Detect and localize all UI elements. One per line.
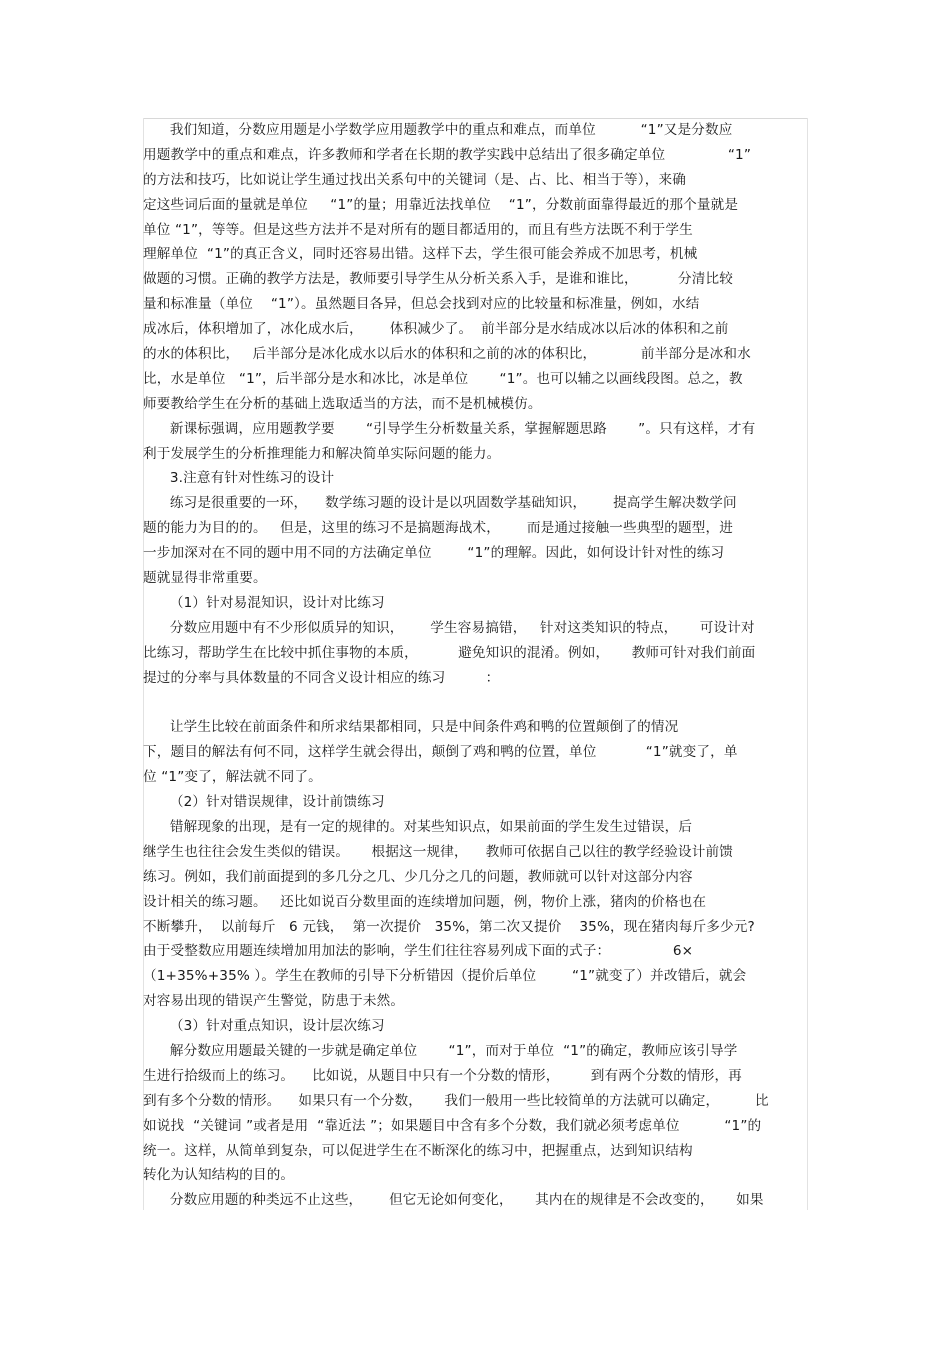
text-line: 利于发展学生的分析推理能力和解决简单实际问题的能力。 [143,445,501,462]
text-line: 新课标强调，应用题教学要 “引导学生分析数量关系，掌握解题思路 ”。只有这样，才有 [143,420,756,437]
text-line: 下，题目的解法有何不同，这样学生就会得出，颠倒了鸡和鸭的位置，单位 “1”就变了，单 [143,744,738,761]
text-line: 让学生比较在前面条件和所求结果都相同，只是中间条件鸡和鸭的位置颠倒了的情况 [143,719,679,736]
text-line: 分数应用题中有不少形似质异的知识， 学生容易搞错， 针对这类知识的特点， 可设计对 [143,619,755,636]
text-line: 用题教学中的重点和难点，许多教师和学者在长期的教学实践中总结出了很多确定单位 “1” [143,146,752,163]
text-line: 题就显得非常重要。 [143,570,267,587]
text-line: 分数应用题的种类远不止这些， 但它无论如何变化， 其内在的规律是不会改变的， 如果 [143,1192,764,1209]
body-text [143,118,805,1208]
text-line: 量和标准量（单位 “1”）。虽然题目各异，但总会找到对应的比较量和标准量，例如，水结 [143,296,700,313]
text-line: 一步加深对在不同的题中用不同的方法确定单位 “1”的理解。因此，如何设计针对性的练习 [143,545,725,562]
text-line: 提过的分率与具体数量的不同含义设计相应的练习 ： [143,669,500,686]
section-heading: 3.注意有针对性练习的设计 [143,470,335,487]
text-line: 转化为认知结构的目的。 [143,1167,295,1184]
text-line: 错解现象的出现，是有一定的规律的。对某些知识点，如果前面的学生发生过错误，后 [143,818,693,835]
text-line: 做题的习惯。正确的教学方法是，教师要引导学生从分析关系入手，是谁和谁比， 分清比较 [143,271,733,288]
text-line: 不断攀升， 以前每斤 6 元钱， 第一次提价 35%，第二次又提价 35%，现在猪肉每斤多少元? [143,918,755,935]
text-line: （1+35%+35% ）。学生在教师的引导下分析错因（提价后单位 “1”就变了）并改错后，就会 [143,968,747,985]
text-line: 生进行拾级而上的练习。 比如说，从题目中只有一个分数的情形， 到有两个分数的情形，再 [143,1067,742,1084]
text-line: 比，水是单位 “1”，后半部分是水和冰比，冰是单位 “1”。也可以辅之以画线段图。总之，教 [143,370,743,387]
text-line: 的方法和技巧，比如说让学生通过找出关系句中的关键词（是、占、比、相当于等），来确 [143,171,686,188]
text-line: 成冰后，体积增加了，冰化成水后， 体积减少了。 前半部分是水结成冰以后冰的体积和之前 [143,321,729,338]
text-line: 我们知道，分数应用题是小学数学应用题教学中的重点和难点，而单位 “1”又是分数应 [143,122,733,138]
text-line: 对容易出现的错误产生警觉，防患于未然。 [143,993,405,1010]
text-line: 解分数应用题最关键的一步就是确定单位 “1”，而对于单位 “1”的确定，教师应该引导学 [143,1042,738,1059]
text-line: 练习是很重要的一环， 数学练习题的设计是以巩固数学基础知识， 提高学生解决数学问 [143,495,737,512]
text-line: 设计相关的练习题。 还比如说百分数里面的连续增加问题，例，物价上涨，猪肉的价格也在 [143,893,707,910]
text-line: 统一。这样，从简单到复杂，可以促进学生在不断深化的练习中，把握重点，达到知识结构 [143,1142,693,1159]
text-line: 由于受整数应用题连续增加用加法的影响，学生们往往容易列成下面的式子： 6× [143,943,694,960]
text-line: 继学生也往往会发生类似的错误。 根据这一规律， 教师可依据自己以往的教学经验设计前馈 [143,843,733,860]
subsection-heading: （2）针对错误规律，设计前馈练习 [143,794,385,811]
text-line: 如说找 “关键词 ”或者是用 “靠近法 ”；如果题目中含有多个分数，我们就必须考虑单位 “1”的 [143,1117,762,1134]
subsection-heading: （3）针对重点知识，设计层次练习 [143,1018,385,1035]
text-line: 理解单位 “1”的真正含义，同时还容易出错。这样下去，学生很可能会养成不加思考，机械 [143,246,698,263]
text-line: 题的能力为目的的。 但是，这里的练习不是搞题海战术， 而是通过接触一些典型的题型，进 [143,520,733,537]
text-line: 练习。例如，我们前面提到的多几分之几、少几分之几的问题，教师就可以针对这部分内容 [143,868,693,885]
text-line: 比练习，帮助学生在比较中抓住事物的本质， 避免知识的混淆。例如， 教师可针对我们前面 [143,644,756,661]
text-line: 的水的体积比， 后半部分是冰化成水以后水的体积和之前的冰的体积比， 前半部分是冰和水 [143,346,751,363]
text-line: 单位 “1”，等等。但是这些方法并不是对所有的题目都适用的，而且有些方法既不利于学生 [143,221,693,238]
text-line: 师要教给学生在分析的基础上选取适当的方法，而不是机械模仿。 [143,395,542,412]
subsection-heading: （1）针对易混知识，设计对比练习 [143,594,385,611]
page-frame-right-border [807,118,808,1210]
text-line: 位 “1”变了，解法就不同了。 [143,769,322,786]
text-line: 定这些词后面的量就是单位 “1”的量；用靠近法找单位 “1”，分数前面靠得最近的那个量就是 [143,196,739,213]
text-line: 到有多个分数的情形。 如果只有一个分数， 我们一般用一些比较简单的方法就可以确定， 比 [143,1092,769,1109]
